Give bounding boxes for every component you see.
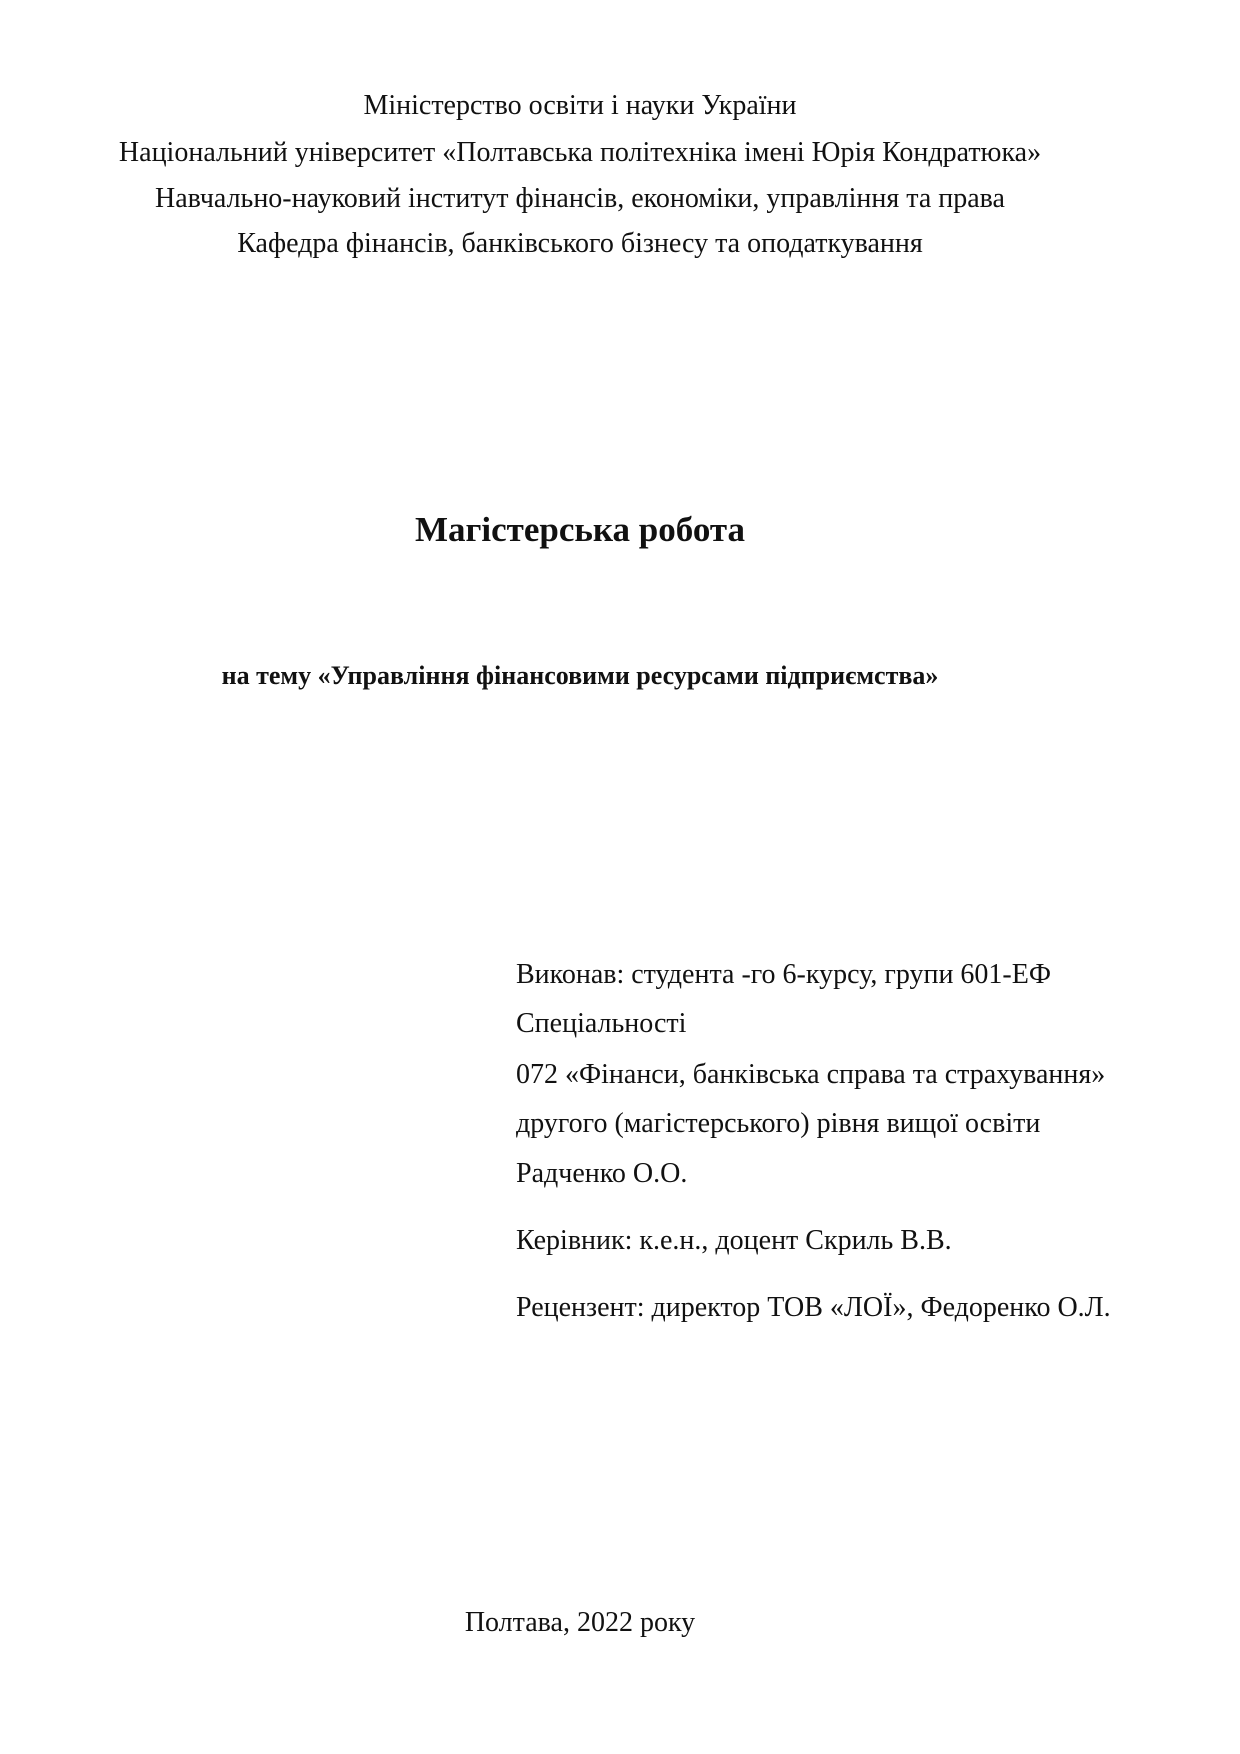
supervisor-line: Керівник: к.е.н., доцент Скриль В.В. [516, 1225, 952, 1256]
document-title: Магістерська робота [415, 510, 745, 549]
department-line: Кафедра фінансів, банківського бізнесу та оподаткування [237, 228, 923, 259]
place-year-line: Полтава, 2022 року [464, 1607, 696, 1638]
university-line: Національний університет «Полтавська політехніка імені Юрія Кондратюка» [118, 137, 1042, 168]
student-name-line: Радченко О.О. [516, 1158, 688, 1189]
specialty-line: 072 «Фінанси, банківська справа та страхування» [516, 1059, 1106, 1090]
specialty-label-line: Спеціальності [516, 1008, 687, 1039]
performed-by-line: Виконав: студента -го 6-курсу, групи 601-ЕФ [516, 959, 1051, 990]
ministry-line: Міністерство освіти і науки України [363, 90, 797, 121]
reviewer-line: Рецензент: директор ТОВ «ЛОЇ», Федоренко О.Л. [516, 1292, 1111, 1323]
degree-level-line: другого (магістерського) рівня вищої освіти [516, 1108, 1041, 1139]
thesis-topic: на тему «Управління фінансовими ресурсами підприємства» [221, 661, 939, 690]
institute-line: Навчально-науковий інститут фінансів, економіки, управління та права [155, 183, 1005, 214]
